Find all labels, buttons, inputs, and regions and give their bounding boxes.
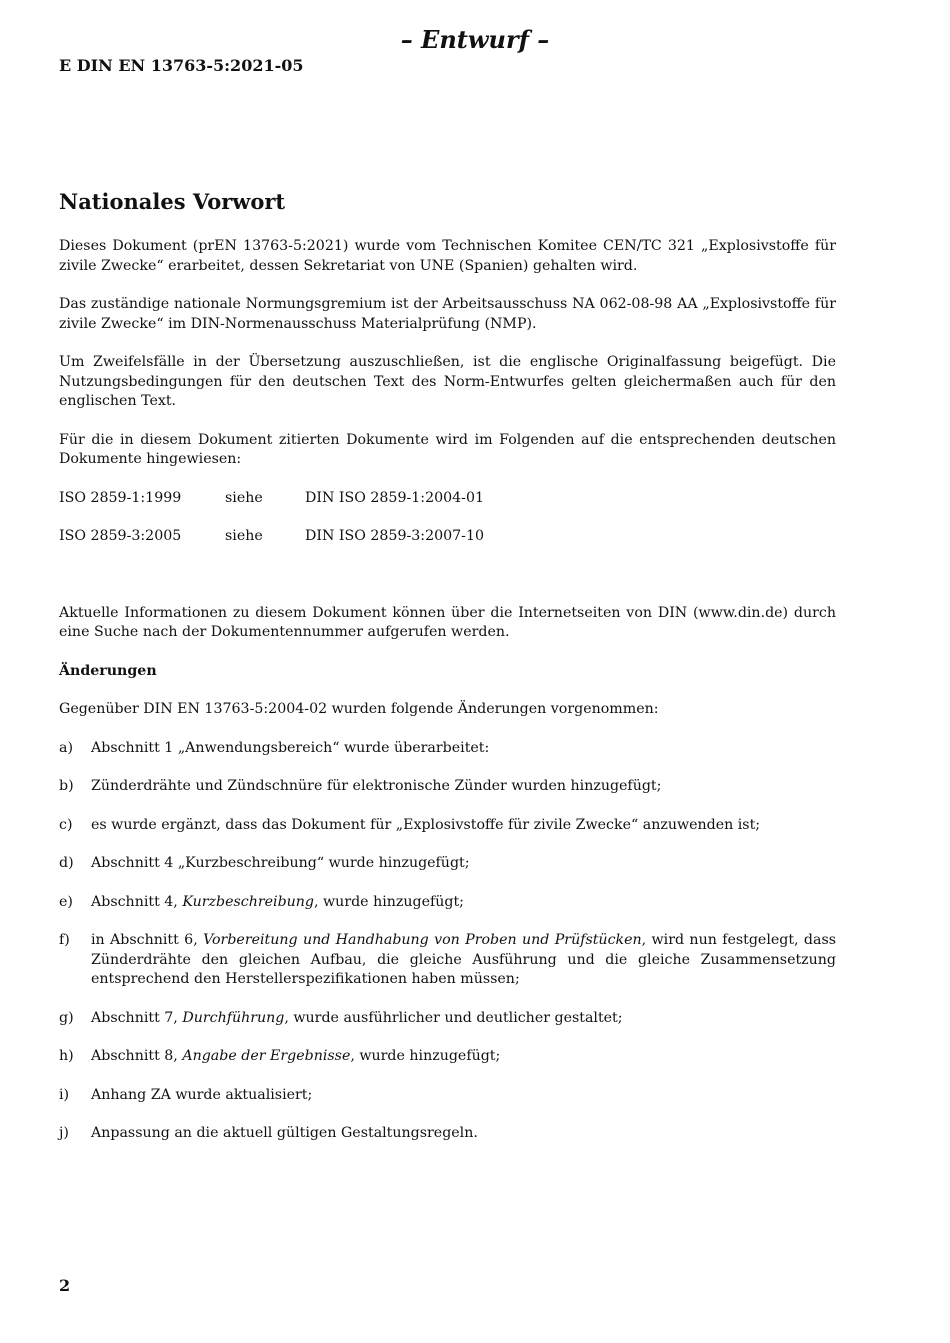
change-item-text: Abschnitt 7, Durchführung, wurde ausführlicher und deutlicher gestaltet;: [91, 1009, 623, 1026]
change-item-text: Abschnitt 1 „Anwendungsbereich“ wurde überarbeitet:: [91, 739, 490, 756]
change-item-text: es wurde ergänzt, dass das Dokument für „Explosivstoffe für zivile Zwecke“ anzuwenden ist;: [91, 816, 761, 833]
change-item-letter: e): [59, 893, 73, 910]
change-item-text: Anpassung an die aktuell gültigen Gestaltungsregeln.: [91, 1125, 478, 1141]
change-item: [59, 893, 836, 913]
change-item-letter: d): [59, 855, 74, 871]
reference-iso: ISO 2859-3:2005: [59, 528, 182, 544]
changes-intro: Gegenüber DIN EN 13763-5:2004-02 wurden folgende Änderungen vorgenommen:: [59, 701, 659, 717]
reference-din: DIN ISO 2859-3:2007-10: [305, 528, 485, 544]
change-item-letter: h): [59, 1048, 74, 1064]
change-item: [59, 1124, 836, 1144]
change-item-letter: j): [59, 1125, 69, 1141]
change-item-letter: g): [59, 1009, 74, 1026]
change-item: [59, 931, 836, 990]
reference-row: [59, 527, 836, 547]
reference-row: [59, 489, 836, 509]
change-item-letter: i): [59, 1086, 70, 1103]
change-item-text: in Abschnitt 6, Vorbereitung und Handhabung von Proben und Prüfstücken, wird nun festgelegt, dass Zünderdrähte den gleichen Aufbau, die gleiche Ausführung und die gleiche Zusammensetzung entsprechend den Herstellerspezifikationen haben müssen;: [91, 932, 837, 987]
paragraph-references-intro: Für die in diesem Dokument zitierten Dokumente wird im Folgenden auf die entsprechenden deutschen Dokumente hingewiesen:: [59, 431, 836, 467]
reference-see: siehe: [225, 489, 263, 506]
change-item: [59, 1047, 836, 1067]
change-item-letter: c): [59, 816, 73, 833]
reference-din: DIN ISO 2859-1:2004-01: [305, 489, 485, 506]
change-item: [59, 739, 836, 759]
page-content: [59, 189, 836, 1163]
changes-heading: Änderungen: [59, 662, 157, 679]
reference-see: siehe: [225, 528, 263, 544]
change-item-letter: f): [59, 932, 70, 948]
change-item: [59, 1009, 836, 1029]
change-item-text: Abschnitt 4, Kurzbeschreibung, wurde hinzugefügt;: [91, 893, 464, 910]
paragraph-committee: Dieses Dokument (prEN 13763-5:2021) wurde vom Technischen Komitee CEN/TC 321 „Explosivstoffe für zivile Zwecke“ erarbeitet, dessen Sekretariat von UNE (Spanien) gehalten wird.: [59, 238, 836, 274]
change-item-text: Abschnitt 8, Angabe der Ergebnisse, wurde hinzugefügt;: [91, 1048, 501, 1064]
paragraph-translation: Um Zweifelsfälle in der Übersetzung auszuschließen, ist die englische Originalfassung beigefügt. Die Nutzungsbedingungen für den deutschen Text des Norm-Entwurfes gelten gleichermaßen auch für den englischen Text.: [59, 354, 836, 409]
change-item-letter: b): [59, 778, 74, 794]
page-title: Nationales Vorwort: [59, 189, 286, 214]
change-item: [59, 816, 836, 836]
spacer: [59, 566, 836, 604]
change-item-text: Anhang ZA wurde aktualisiert;: [91, 1086, 313, 1103]
reference-iso: ISO 2859-1:1999: [59, 489, 182, 506]
change-item-text: Zünderdrähte und Zündschnüre für elektronische Zünder wurden hinzugefügt;: [91, 778, 662, 794]
change-item-text: Abschnitt 4 „Kurzbeschreibung“ wurde hinzugefügt;: [91, 855, 470, 871]
change-item: [59, 777, 836, 797]
change-item: [59, 854, 836, 874]
change-item: [59, 1086, 836, 1106]
change-item-letter: a): [59, 739, 73, 756]
document-id: E DIN EN 13763-5:2021-05: [59, 56, 304, 75]
page-number: 2: [59, 1276, 71, 1295]
draft-mark: – Entwurf –: [400, 25, 550, 54]
paragraph-din-info: Aktuelle Informationen zu diesem Dokument können über die Internetseiten von DIN (www.din.de) durch eine Suche nach der Dokumentennummer aufgerufen werden.: [59, 604, 836, 640]
paragraph-national-body: Das zuständige nationale Normungsgremium ist der Arbeitsausschuss NA 062-08-98 AA „Explosivstoffe für zivile Zwecke“ im DIN-Normenausschuss Materialprüfung (NMP).: [59, 296, 836, 332]
